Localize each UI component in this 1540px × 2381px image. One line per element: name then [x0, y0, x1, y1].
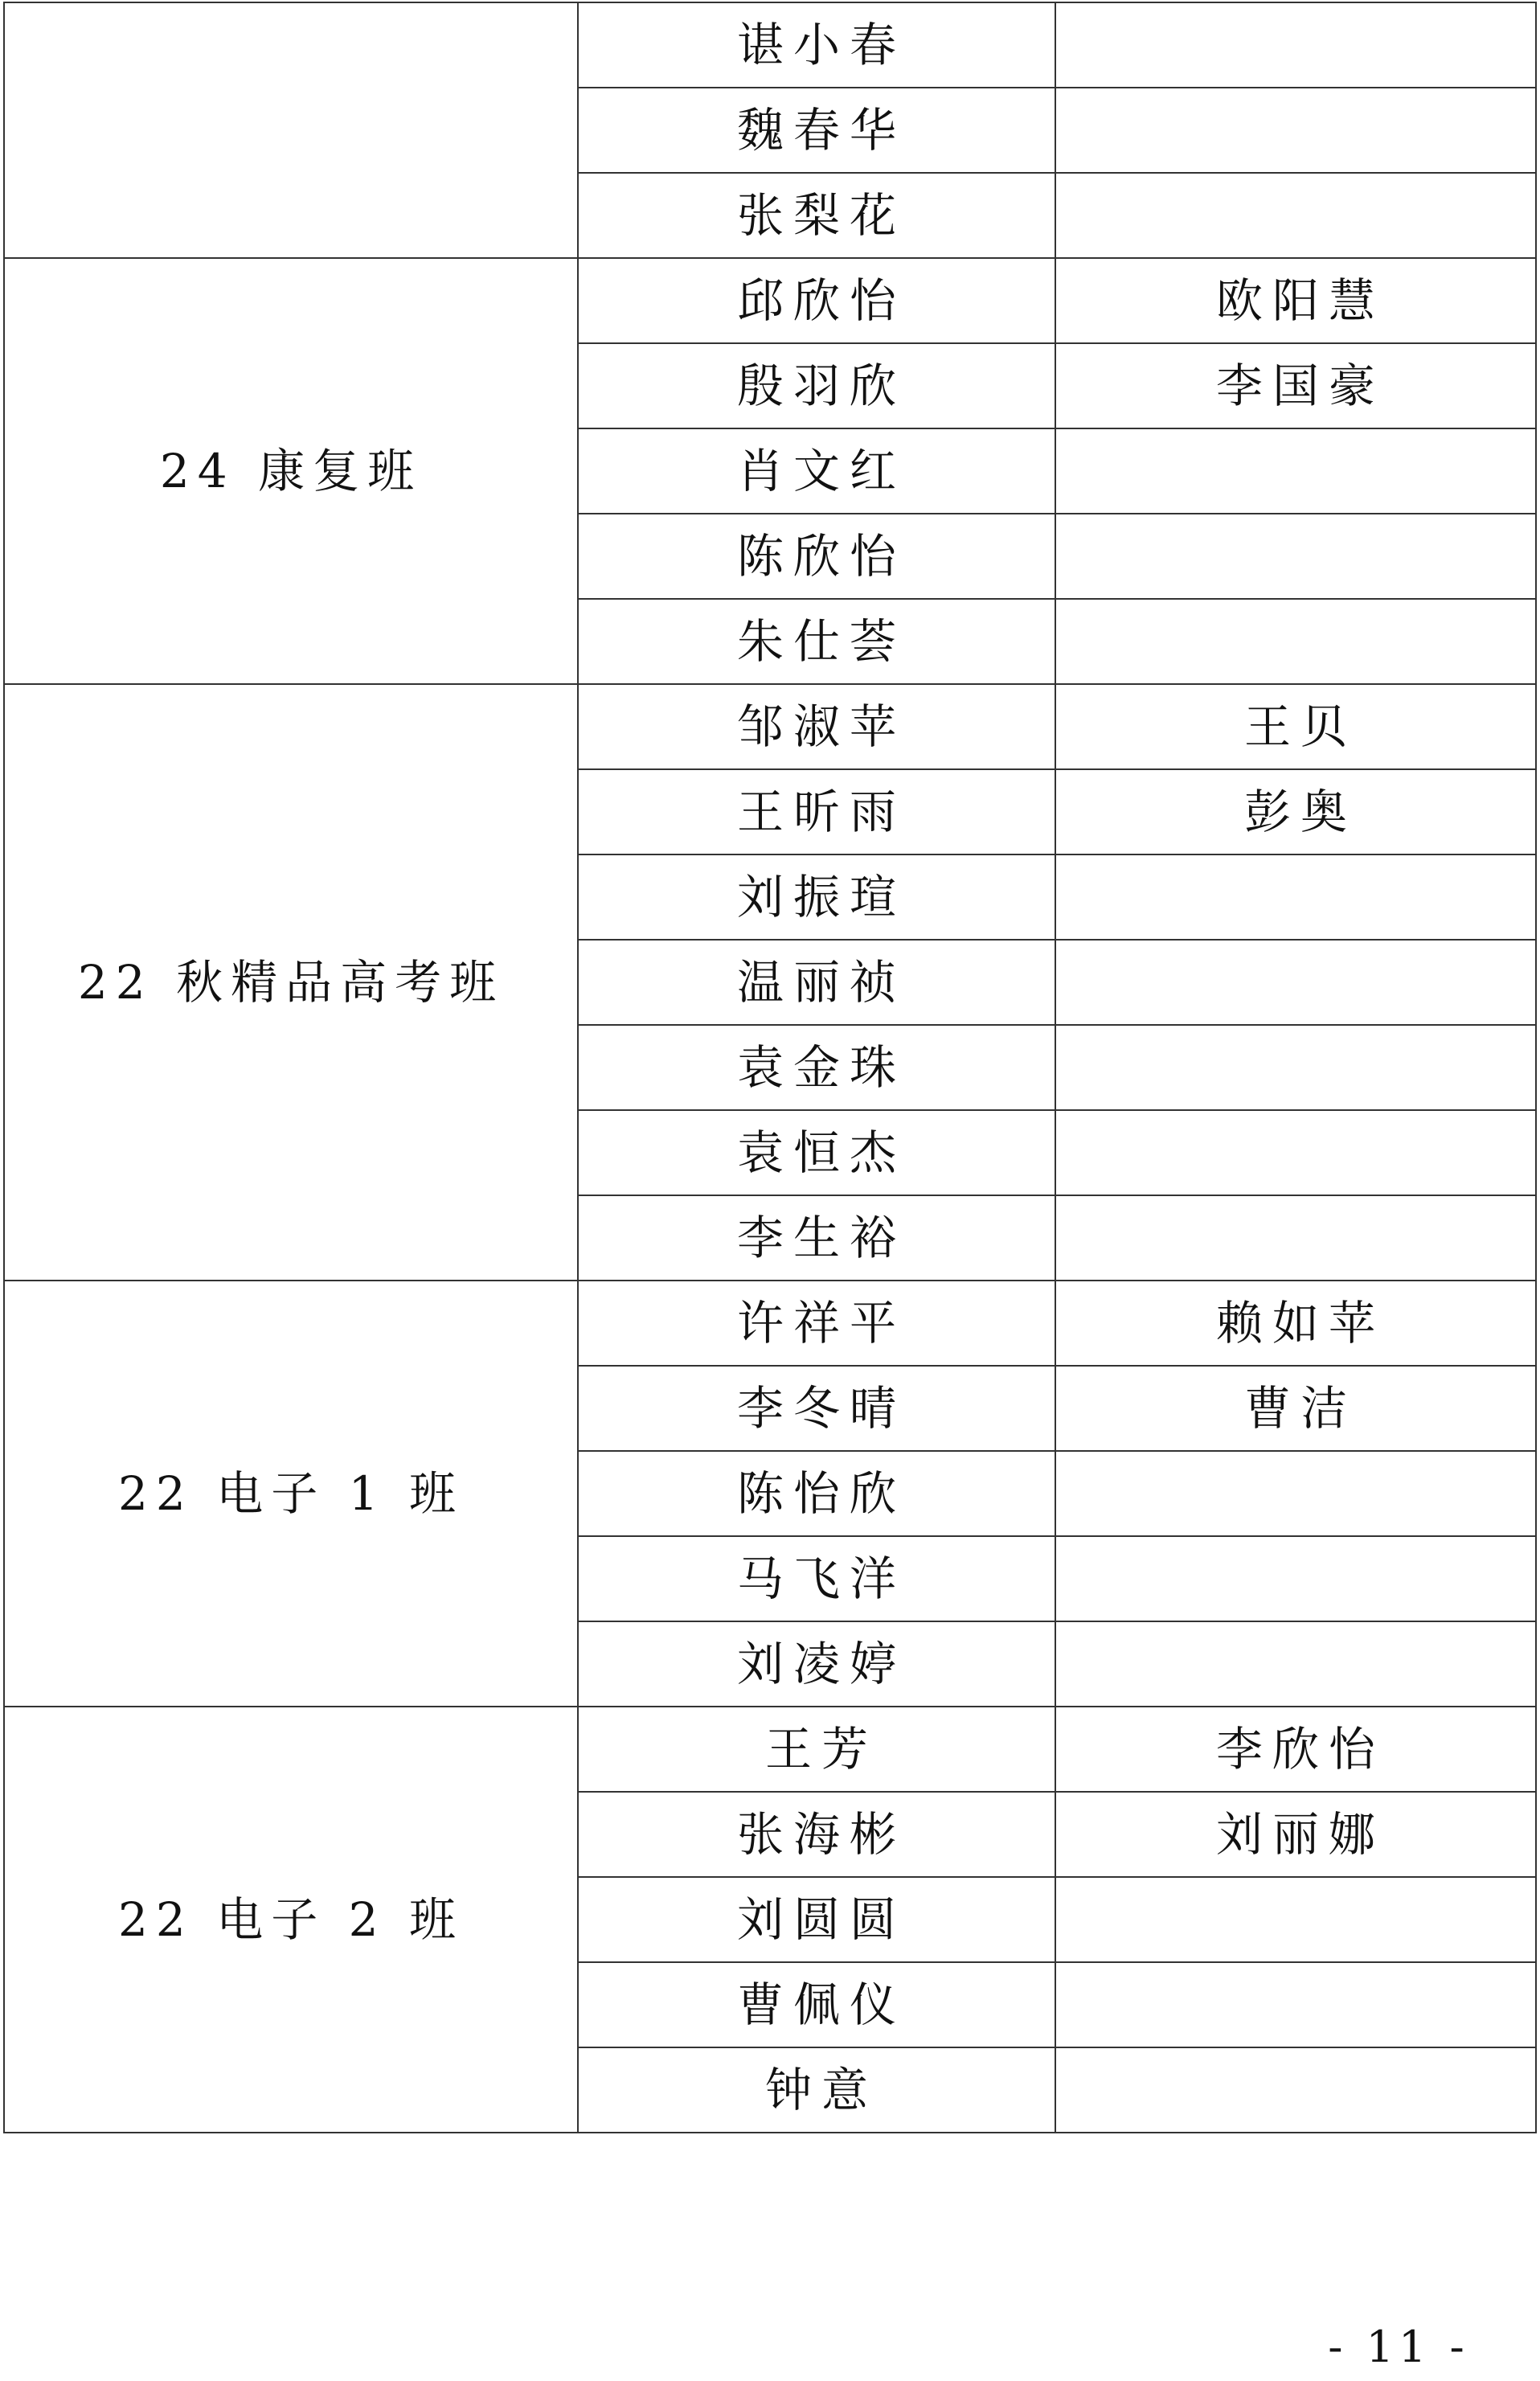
- leader-cell: [1055, 1792, 1536, 1877]
- student-name: 张海彬: [736, 1807, 906, 1862]
- student-cell: [578, 1792, 1055, 1877]
- student-name: 肖文红: [736, 444, 906, 498]
- student-name: 陈欣怡: [736, 529, 906, 584]
- student-cell: [578, 854, 1055, 940]
- student-name: 王昕雨: [736, 785, 906, 839]
- student-name: 李生裕: [736, 1211, 906, 1265]
- student-cell: [578, 343, 1055, 428]
- leader-cell: [1055, 258, 1536, 343]
- student-cell: [578, 684, 1055, 769]
- student-name: 许祥平: [736, 1296, 906, 1350]
- student-cell: [578, 1621, 1055, 1707]
- table-row: [4, 2, 1536, 88]
- student-cell: [578, 1451, 1055, 1536]
- student-name: 刘振瑄: [736, 870, 906, 924]
- student-name: 袁恒杰: [736, 1125, 906, 1180]
- student-name: 刘圆圆: [736, 1892, 906, 1947]
- class-name-cell: 22 秋精品高考班: [4, 684, 578, 1281]
- leader-name: 彭奥: [1243, 785, 1357, 839]
- class-name-cell: 24 康复班: [4, 258, 578, 684]
- student-cell: [578, 1877, 1055, 1962]
- student-cell: [578, 173, 1055, 258]
- leader-cell: [1055, 343, 1536, 428]
- leader-name: 曹洁: [1243, 1381, 1357, 1436]
- student-name: 张梨花: [736, 188, 906, 243]
- student-cell: [578, 2, 1055, 88]
- roster-table: [3, 2, 1537, 2133]
- table-row: [4, 1707, 1536, 1792]
- student-name: 朱仕荟: [736, 614, 906, 669]
- student-name: 李冬晴: [736, 1381, 906, 1436]
- leader-cell: [1055, 2047, 1536, 2133]
- student-name: 刘凌婷: [736, 1637, 906, 1691]
- leader-cell: [1055, 1962, 1536, 2047]
- student-cell: [578, 2047, 1055, 2133]
- student-cell: [578, 1707, 1055, 1792]
- table-row: [4, 258, 1536, 343]
- leader-cell: [1055, 769, 1536, 854]
- student-name: 马飞洋: [736, 1551, 906, 1606]
- class-name-cell: 22 电子 2 班: [4, 1707, 578, 2133]
- student-name: 钟意: [764, 2063, 878, 2117]
- leader-cell: [1055, 173, 1536, 258]
- student-name: 陈怡欣: [736, 1466, 906, 1521]
- leader-cell: [1055, 1195, 1536, 1281]
- student-cell: [578, 1110, 1055, 1195]
- student-cell: [578, 258, 1055, 343]
- leader-cell: [1055, 1536, 1536, 1621]
- leader-cell: [1055, 1877, 1536, 1962]
- student-cell: [578, 88, 1055, 173]
- class-name-cell: [4, 2, 578, 258]
- leader-name: 李欣怡: [1215, 1722, 1385, 1777]
- student-cell: [578, 428, 1055, 514]
- leader-cell: [1055, 940, 1536, 1025]
- leader-cell: [1055, 854, 1536, 940]
- page-number: - 11 -: [1328, 2322, 1469, 2372]
- leader-cell: [1055, 88, 1536, 173]
- leader-name: 王贝: [1243, 699, 1357, 754]
- leader-cell: [1055, 1025, 1536, 1110]
- leader-cell: [1055, 684, 1536, 769]
- student-cell: [578, 599, 1055, 684]
- student-name: 谌小春: [736, 18, 906, 72]
- student-name: 邱欣怡: [736, 273, 906, 328]
- student-name: 袁金珠: [736, 1040, 906, 1095]
- student-name: 邹淑苹: [736, 699, 906, 754]
- leader-cell: [1055, 428, 1536, 514]
- student-name: 曹佩仪: [736, 1977, 906, 2032]
- student-cell: [578, 1366, 1055, 1451]
- student-name: 殷羽欣: [736, 359, 906, 413]
- leader-cell: [1055, 1110, 1536, 1195]
- leader-cell: [1055, 599, 1536, 684]
- student-cell: [578, 1025, 1055, 1110]
- student-cell: [578, 1195, 1055, 1281]
- student-cell: [578, 1281, 1055, 1366]
- student-name: 温丽祯: [736, 955, 906, 1010]
- leader-cell: [1055, 1451, 1536, 1536]
- leader-cell: [1055, 1621, 1536, 1707]
- leader-name: 欧阳慧: [1215, 273, 1385, 328]
- student-cell: [578, 1962, 1055, 2047]
- leader-cell: [1055, 2, 1536, 88]
- leader-cell: [1055, 514, 1536, 599]
- student-cell: [578, 940, 1055, 1025]
- student-name: 魏春华: [736, 103, 906, 158]
- student-name: 王芳: [764, 1722, 878, 1777]
- leader-cell: [1055, 1707, 1536, 1792]
- leader-name: 李国豪: [1215, 359, 1385, 413]
- class-name-cell: 22 电子 1 班: [4, 1281, 578, 1707]
- student-cell: [578, 769, 1055, 854]
- student-cell: [578, 514, 1055, 599]
- leader-cell: [1055, 1281, 1536, 1366]
- leader-name: 赖如苹: [1215, 1296, 1385, 1350]
- table-row: [4, 684, 1536, 769]
- leader-name: 刘丽娜: [1215, 1807, 1385, 1862]
- student-cell: [578, 1536, 1055, 1621]
- table-row: [4, 1281, 1536, 1366]
- leader-cell: [1055, 1366, 1536, 1451]
- roster-table-body: [4, 2, 1536, 2133]
